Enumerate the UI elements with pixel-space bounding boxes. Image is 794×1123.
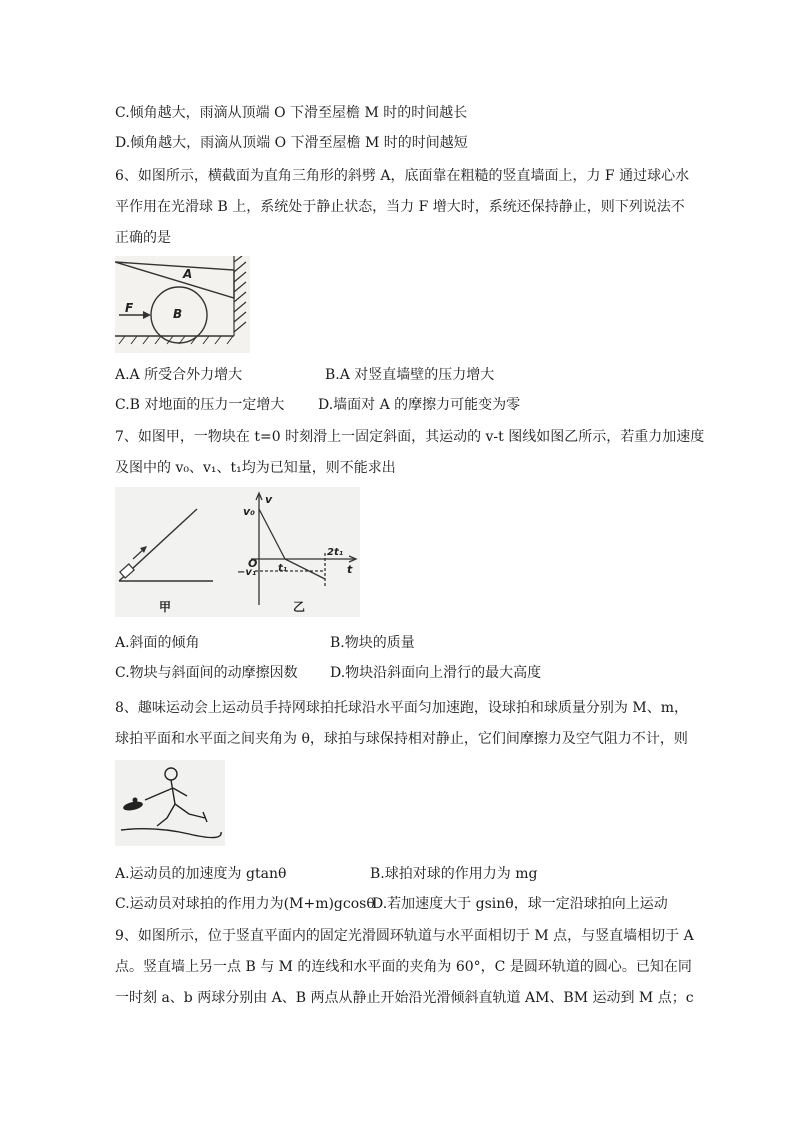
q6-option-c: C.B 对地面的压力一定增大 <box>115 397 285 413</box>
fig6-label-b: B <box>173 307 183 321</box>
q8-option-b: B.球拍对球的作用力为 mg <box>370 866 538 882</box>
q9-stem-line-3: 一时刻 a、b 两球分别由 A、B 两点从静止开始沿光滑倾斜直轨道 AM、BM 运动到 M 点；c <box>115 990 694 1006</box>
q6-stem-line-3: 正确的是 <box>115 230 171 246</box>
q5-option-c: C.倾角越大，雨滴从顶端 O 下滑至屋檐 M 时的时间越长 <box>115 105 468 121</box>
q7-stem-line-1: 7、如图甲，一物块在 t=0 时刻滑上一固定斜面，其运动的 v-t 图线如图乙所示，若重力加速度 <box>115 429 705 445</box>
q7-stem-line-2: 及图中的 v₀、v₁、t₁均为已知量，则不能求出 <box>115 460 396 476</box>
ball-icon <box>133 798 138 803</box>
fig7-label-v0: v₀ <box>243 505 255 518</box>
fig7-label-t: t <box>347 563 353 576</box>
q6-figure <box>115 256 250 353</box>
fig7-label-o: O <box>248 557 258 570</box>
q8-option-c: C.运动员对球拍的作用力为(M+m)gcosθ <box>115 896 375 912</box>
q6-option-d: D.墙面对 A 的摩擦力可能变为零 <box>318 397 521 413</box>
fig6-label-f: F <box>125 301 134 315</box>
q8-stem-line-2: 球拍平面和水平面之间夹角为 θ，球拍与球保持相对静止，它们间摩擦力及空气阻力不计，则 <box>115 731 688 747</box>
q8-figure <box>115 760 225 846</box>
fig7-label-v: v <box>265 493 273 506</box>
q6-stem-line-1: 6、如图所示，横截面为直角三角形的斜劈 A，底面靠在粗糙的竖直墙面上，力 F 通过球心水 <box>115 168 690 184</box>
fig6-label-a: A <box>183 267 193 281</box>
q6-option-b: B.A 对竖直墙壁的压力增大 <box>325 367 495 383</box>
q7-option-c: C.物块与斜面间的动摩擦因数 <box>115 665 298 681</box>
q6-option-a: A.A 所受合外力增大 <box>115 367 243 383</box>
q8-option-a: A.运动员的加速度为 gtanθ <box>115 866 287 882</box>
fig7-label-neg-v1: −v₁ <box>237 567 257 578</box>
q9-stem-line-1: 9、如图所示，位于竖直平面内的固定光滑圆环轨道与水平面相切于 M 点，与竖直墙相切于 A <box>115 928 694 944</box>
q7-figure <box>115 487 360 617</box>
q7-option-d: D.物块沿斜面向上滑行的最大高度 <box>330 665 542 681</box>
fig7-label-t1: t₁ <box>278 563 288 574</box>
q8-stem-line-1: 8、趣味运动会上运动员手持网球拍托球沿水平面匀加速跑，设球拍和球质量分别为 M、m， <box>115 700 688 716</box>
q6-stem-line-2: 平作用在光滑球 B 上，系统处于静止状态，当力 F 增大时，系统还保持静止，则下列说法不 <box>115 199 685 215</box>
fig7-label-yi: 乙 <box>293 600 306 614</box>
q8-option-d: D.若加速度大于 gsinθ，球一定沿球拍向上运动 <box>372 896 668 912</box>
fig7-label-jia: 甲 <box>159 600 172 614</box>
q5-option-d: D.倾角越大，雨滴从顶端 O 下滑至屋檐 M 时的时间越短 <box>115 135 468 151</box>
q7-option-a: A.斜面的倾角 <box>115 635 200 651</box>
q9-stem-line-2: 点。竖直墙上另一点 B 与 M 的连线和水平面的夹角为 60°，C 是圆环轨道的圆心。已知在同 <box>115 959 692 975</box>
q7-option-b: B.物块的质量 <box>330 635 415 651</box>
fig7-label-2t1: 2t₁ <box>327 547 344 558</box>
